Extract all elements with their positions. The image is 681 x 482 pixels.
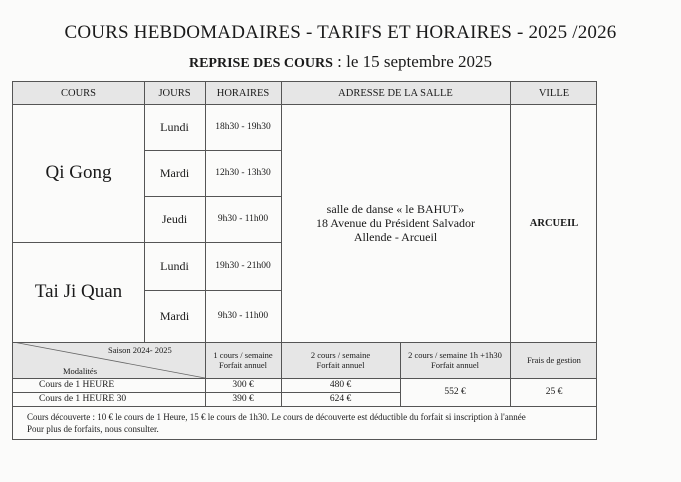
day-cell: Lundi bbox=[160, 119, 189, 134]
price-header-text: Forfait annuel bbox=[219, 360, 267, 370]
price-header-text: 2 cours / semaine bbox=[310, 350, 371, 360]
city-cell: ARCUEIL bbox=[529, 217, 579, 229]
header-cours: COURS bbox=[60, 87, 96, 99]
subtitle-bold: REPRISE DES COURS bbox=[188, 56, 333, 71]
schedule-table bbox=[12, 81, 597, 440]
page-title: COURS HEBDOMADAIRES - TARIFS ET HORAIRES - 2025 /2026 bbox=[64, 22, 617, 43]
day-cell: Mardi bbox=[159, 308, 190, 323]
price-row-label: Cours de 1 HEURE bbox=[39, 380, 115, 390]
price-header-1 bbox=[205, 342, 281, 378]
price-cell: 390 € bbox=[232, 394, 254, 404]
price-cell: 300 € bbox=[232, 380, 254, 390]
price-header-3 bbox=[400, 342, 510, 378]
price-cell: 480 € bbox=[329, 380, 352, 390]
price-header-4: Frais de gestion bbox=[527, 355, 581, 365]
header-ville: VILLE bbox=[538, 87, 570, 99]
page-subtitle bbox=[0, 52, 681, 72]
season-label: Saison 2024- 2025 bbox=[108, 345, 172, 355]
day-cell: Lundi bbox=[160, 258, 189, 273]
price-header-text: 1 cours / semaine bbox=[213, 350, 273, 360]
course-taiji: Tai Ji Quan bbox=[34, 281, 123, 302]
modalites-label: Modalités bbox=[63, 366, 97, 376]
hours-cell: 19h30 - 21h00 bbox=[215, 261, 271, 271]
hours-cell: 18h30 - 19h30 bbox=[215, 122, 271, 132]
fee-cell: 25 € bbox=[545, 387, 563, 397]
note-line: Cours découverte : 10 € le cours de 1 Heure, 15 € le cours de 1h30. Le cours de découverte est déductible du forfait si inscription à l'année bbox=[27, 412, 526, 422]
hours-cell: 9h30 - 11h00 bbox=[217, 214, 269, 224]
price-header-text: Forfait annuel bbox=[316, 360, 365, 370]
day-cell: Mardi bbox=[159, 165, 190, 180]
address-line: salle de danse « le BAHUT» bbox=[326, 202, 465, 216]
address-line: Allende - Arcueil bbox=[353, 230, 438, 244]
header-horaires: HORAIRES bbox=[216, 87, 270, 99]
hours-cell: 12h30 - 13h30 bbox=[215, 168, 271, 178]
price-row-label: Cours de 1 HEURE 30 bbox=[39, 394, 127, 404]
header-jours: JOURS bbox=[158, 87, 191, 99]
address-line: 18 Avenue du Président Salvador bbox=[315, 216, 476, 230]
course-qigong: Qi Gong bbox=[45, 162, 112, 183]
price-cell: 624 € bbox=[329, 394, 352, 404]
price-header-text: Forfait annuel bbox=[431, 360, 479, 370]
header-adresse: ADRESSE DE LA SALLE bbox=[338, 87, 453, 99]
address-cell bbox=[281, 104, 510, 342]
hours-cell: 9h30 - 11h00 bbox=[217, 311, 269, 321]
day-cell: Jeudi bbox=[161, 211, 188, 226]
subtitle-rest: : le 15 septembre 2025 bbox=[332, 52, 493, 71]
price-header-text: 2 cours / semaine 1h +1h30 bbox=[408, 350, 502, 360]
price-cell-combined: 552 € bbox=[444, 387, 466, 397]
price-header-2 bbox=[281, 342, 400, 378]
note-line: Pour plus de forfaits, nous consulter. bbox=[27, 424, 159, 434]
